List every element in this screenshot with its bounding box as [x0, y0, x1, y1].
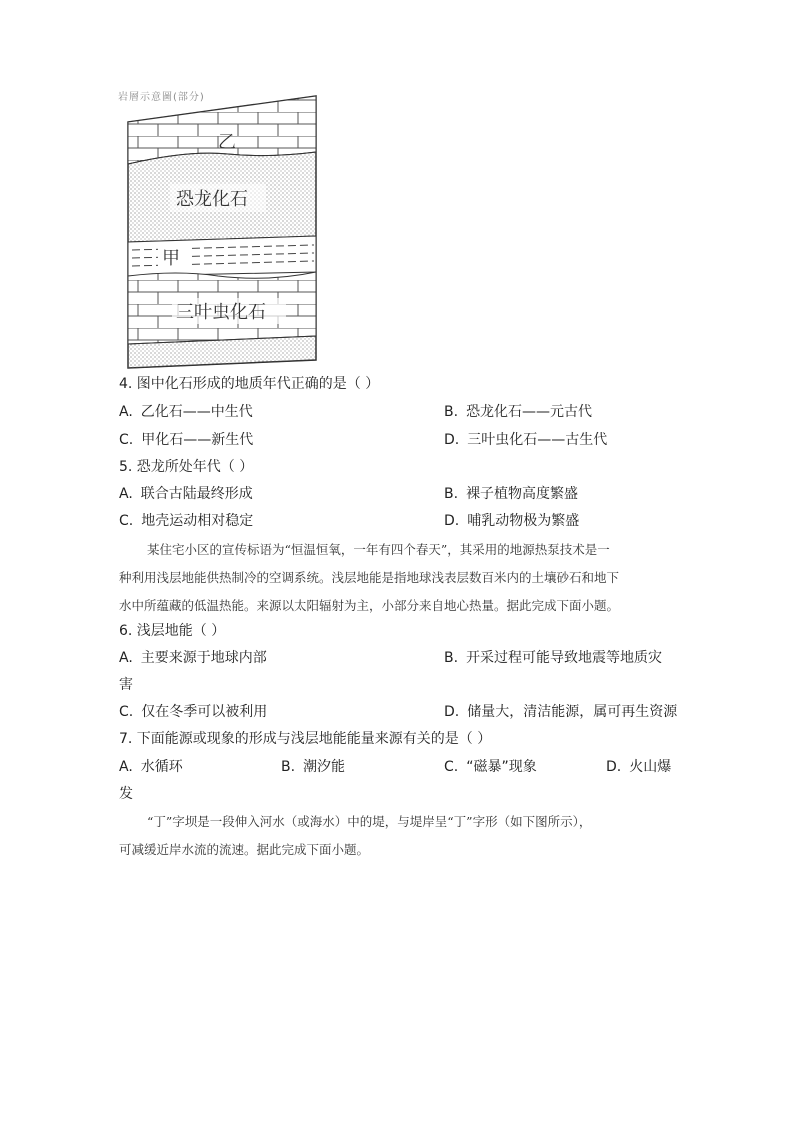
option-letter: C.	[119, 432, 134, 448]
option-letter: D.	[444, 513, 460, 529]
q5-option-c[interactable]	[119, 511, 253, 531]
option-text: 水循环	[140, 759, 183, 775]
option-letter: A.	[119, 650, 133, 666]
q7-option-c[interactable]	[444, 757, 537, 777]
label-yi: 乙	[218, 132, 236, 153]
passage-shallow-geothermal	[119, 536, 675, 620]
passage-groyne	[119, 808, 675, 864]
q6-option-a[interactable]	[119, 648, 267, 668]
question-6-stem: 6. 浅层地能（ ）	[119, 623, 226, 639]
option-text: 储量大，清洁能源，属可再生资源	[467, 704, 678, 720]
q5-option-d[interactable]	[444, 511, 579, 531]
passage-line: 可减缓近岸水流的流速。据此完成下面小题。	[119, 842, 370, 857]
label-jia: 甲	[162, 248, 180, 269]
option-letter: B.	[444, 650, 459, 666]
option-text: 害	[119, 677, 133, 693]
label-dino: 恐龙化石	[176, 189, 248, 210]
q5-option-a[interactable]	[119, 484, 253, 504]
passage-line: 某住宅小区的宣传标语为“恒温恒氧，一年有四个春天”，其采用的地源热泵技术是一	[147, 542, 610, 557]
option-letter: C.	[119, 704, 134, 720]
question-7-stem: 7. 下面能源或现象的形成与浅层地能能量来源有关的是（ ）	[119, 731, 492, 747]
q4-option-c[interactable]	[119, 430, 253, 450]
option-letter: A.	[119, 759, 133, 775]
option-letter: B.	[281, 759, 296, 775]
option-letter: C.	[119, 513, 134, 529]
passage-line: 种利用浅层地能供热制冷的空调系统。浅层地能是指地球浅表层数百米内的土壤砂石和地下	[119, 570, 620, 585]
q6-option-d[interactable]	[444, 702, 677, 722]
option-text: 地壳运动相对稳定	[141, 513, 254, 529]
strata-diagram	[118, 88, 328, 370]
option-text: 发	[119, 786, 133, 802]
option-text: 裸子植物高度繁盛	[466, 486, 579, 502]
q6-option-b-wrap	[119, 675, 133, 695]
option-text: 开采过程可能导致地震等地质灾	[466, 650, 663, 666]
option-text: 联合古陆最终形成	[140, 486, 253, 502]
option-text: 火山爆	[629, 759, 672, 775]
option-text: 三叶虫化石——古生代	[467, 432, 608, 448]
passage-line: “丁”字坝是一段伸入河水（或海水）中的堤，与堤岸呈“丁”字形（如下图所示），	[147, 814, 592, 829]
option-text: 甲化石——新生代	[141, 432, 254, 448]
option-text: 乙化石——中生代	[140, 404, 253, 420]
q6-option-c[interactable]	[119, 702, 267, 722]
option-letter: A.	[119, 404, 133, 420]
question-5-stem: 5. 恐龙所处年代（ ）	[119, 459, 254, 475]
option-letter: D.	[444, 432, 460, 448]
option-letter: B.	[444, 486, 459, 502]
option-text: 恐龙化石——元古代	[466, 404, 593, 420]
q7-option-d-wrap	[119, 784, 133, 804]
option-letter: D.	[606, 759, 622, 775]
label-trilobite: 三叶虫化石	[176, 302, 266, 323]
strata-figure	[118, 88, 328, 370]
option-text: 仅在冬季可以被利用	[141, 704, 268, 720]
q4-option-b[interactable]	[444, 402, 592, 422]
q7-option-b[interactable]	[281, 757, 345, 777]
option-letter: C.	[444, 759, 459, 775]
q4-option-a[interactable]	[119, 402, 253, 422]
q7-option-d[interactable]	[606, 757, 671, 777]
q4-option-d[interactable]	[444, 430, 607, 450]
option-letter: D.	[444, 704, 460, 720]
passage-line: 水中所蕴藏的低温热能。来源以太阳辐射为主，小部分来自地心热量。据此完成下面小题。	[119, 598, 620, 613]
figure-scan-caption: 岩層示意圖(部分)	[118, 92, 205, 103]
q6-option-b[interactable]	[444, 648, 662, 668]
q7-option-a[interactable]	[119, 757, 183, 777]
option-text: 主要来源于地球内部	[140, 650, 267, 666]
option-letter: A.	[119, 486, 133, 502]
question-4-stem: 4. 图中化石形成的地质年代正确的是（ ）	[119, 376, 380, 392]
option-letter: B.	[444, 404, 459, 420]
option-text: “磁暴”现象	[466, 759, 537, 775]
option-text: 潮汐能	[303, 759, 346, 775]
option-text: 哺乳动物极为繁盛	[467, 513, 580, 529]
q5-option-b[interactable]	[444, 484, 578, 504]
